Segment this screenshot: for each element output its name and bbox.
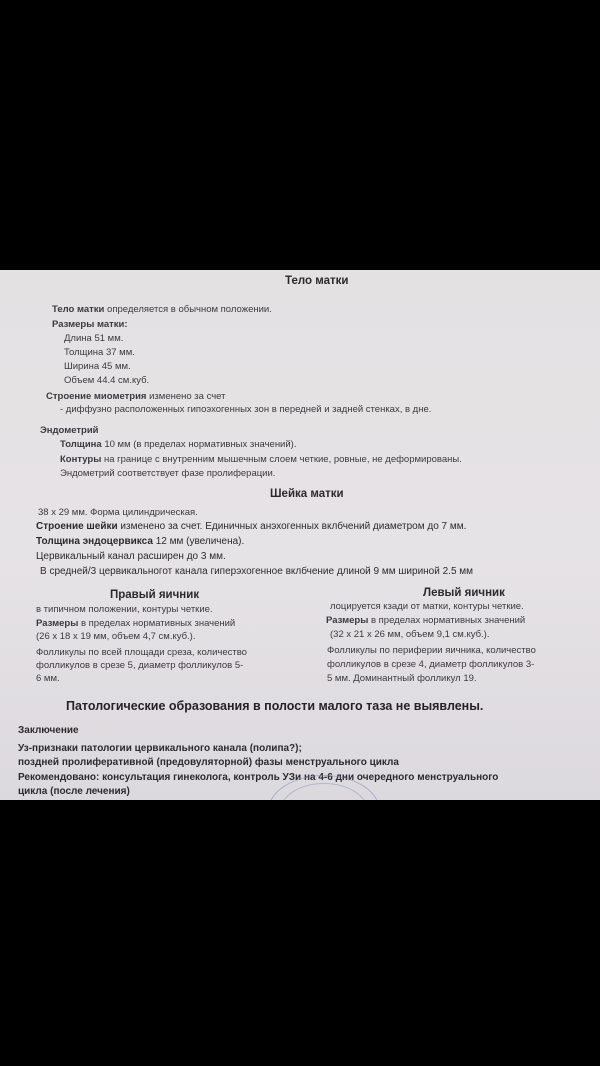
cervix-structure-text: изменено за счет. Единичных анэхогенных вклбчений диаметром до 7 мм. <box>120 521 467 532</box>
endometrium-contours-text: на границе с внутренним мышечным слоем четкие, ровные, не деформированы. <box>103 454 462 465</box>
left-ovary-sizes-text: в пределах нормативных значений <box>370 615 526 626</box>
right-ovary-follicles-1: Фолликулы по всей площади среза, количество <box>36 647 247 658</box>
conclusion-line-1: Уз-признаки патологии цервикального канала (полипа?); <box>18 743 302 754</box>
left-ovary-follicles-2: фолликулов в срезе 4, диаметр фолликулов 3- <box>327 659 535 670</box>
endometrium-thickness-label: Толщина <box>60 439 102 450</box>
right-ovary-sizes-text: в пределах нормативных значений <box>80 618 236 629</box>
cervical-canal: Цервикальный канал расширен до 3 мм. <box>36 551 226 562</box>
uterus-body-line <box>52 305 272 315</box>
uterus-body-label: Тело матки <box>52 304 105 315</box>
endometrium-phase: Эндометрий соответствует фазе пролиферации. <box>60 468 276 479</box>
left-ovary-sizes-label: Размеры <box>326 615 369 626</box>
cervix-size: 38 х 29 мм. Форма цилиндрическая. <box>38 507 198 518</box>
endometrium-thickness-text: 10 мм (в пределах нормативных значений). <box>104 439 297 450</box>
cervix-inclusion: В средней/3 цервикальногот канала гиперэхогенное вклбчение длиной 9 мм шириной 2.5 мм <box>40 566 474 577</box>
right-ovary-title: Правый яичник <box>110 589 200 601</box>
endometrium-thickness-line <box>60 440 296 450</box>
right-ovary-follicles-2: фолликулов в срезе 5, диаметр фолликулов 5- <box>36 660 244 671</box>
right-ovary-sizes-label: Размеры <box>36 618 79 629</box>
right-ovary-sizes-line <box>36 619 235 629</box>
endocervix-line <box>36 537 244 547</box>
conclusion-line-2: поздней пролиферативной (предовуляторной) фазы менструального цикла <box>18 757 399 768</box>
uterus-width: Ширина 45 мм. <box>64 361 131 372</box>
uterus-volume: Объем 44.4 см.куб. <box>64 375 150 386</box>
uterus-thickness: Толщина 37 мм. <box>64 347 135 358</box>
myometrium-text: изменено за счет <box>149 391 226 402</box>
uterus-sizes-label: Размеры матки: <box>52 319 128 330</box>
endocervix-label: Толщина эндоцервикса <box>36 536 153 547</box>
right-ovary-position: в типичном положении, контуры четкие. <box>36 604 213 615</box>
conclusion-title: Заключение <box>18 725 79 736</box>
conclusion-line-3: Рекомендовано: консультация гинеколога, контроль УЗи на 4-6 дни очередного менструального <box>18 772 499 783</box>
cervix-structure-label: Строение шейки <box>36 521 118 532</box>
left-ovary-sizes-line <box>326 616 525 626</box>
uterus-section-title: Тело матки <box>285 275 349 287</box>
left-ovary-position: лоцируется кзади от матки, контуры четкие. <box>330 601 524 612</box>
right-ovary-sizes-values: (26 х 18 х 19 мм, объем 4,7 см.куб.). <box>36 631 196 642</box>
endometrium-title: Эндометрий <box>40 425 99 436</box>
cervix-structure-line <box>36 522 466 532</box>
cervix-section-title: Шейка матки <box>270 488 344 500</box>
endocervix-text: 12 мм (увеличена). <box>155 536 245 547</box>
right-ovary-follicles-3: 6 мм. <box>36 673 60 684</box>
left-ovary-follicles-3: 5 мм. Доминантный фолликул 19. <box>327 673 477 684</box>
endometrium-contours-label: Контуры <box>60 454 102 465</box>
pathology-statement: Патологические образования в полости малого таза не выявлены. <box>66 699 484 713</box>
myometrium-detail: - диффузно расположенных гипоэхогенных зон в передней и задней стенках, в дне. <box>60 404 432 415</box>
left-ovary-title: Левый яичник <box>423 587 505 599</box>
endometrium-contours-line <box>60 455 462 465</box>
uterus-length: Длина 51 мм. <box>64 333 124 344</box>
left-ovary-follicles-1: Фолликулы по периферии яичника, количество <box>327 645 536 656</box>
uterus-body-text: определяется в обычном положении. <box>107 304 272 315</box>
document-page <box>0 270 600 800</box>
left-ovary-sizes-values: (32 х 21 х 26 мм, объем 9,1 см.куб.). <box>330 629 490 640</box>
conclusion-line-4: цикла (после лечения) <box>18 786 130 797</box>
myometrium-line <box>46 392 226 402</box>
myometrium-label: Строение миометрия <box>46 391 147 402</box>
